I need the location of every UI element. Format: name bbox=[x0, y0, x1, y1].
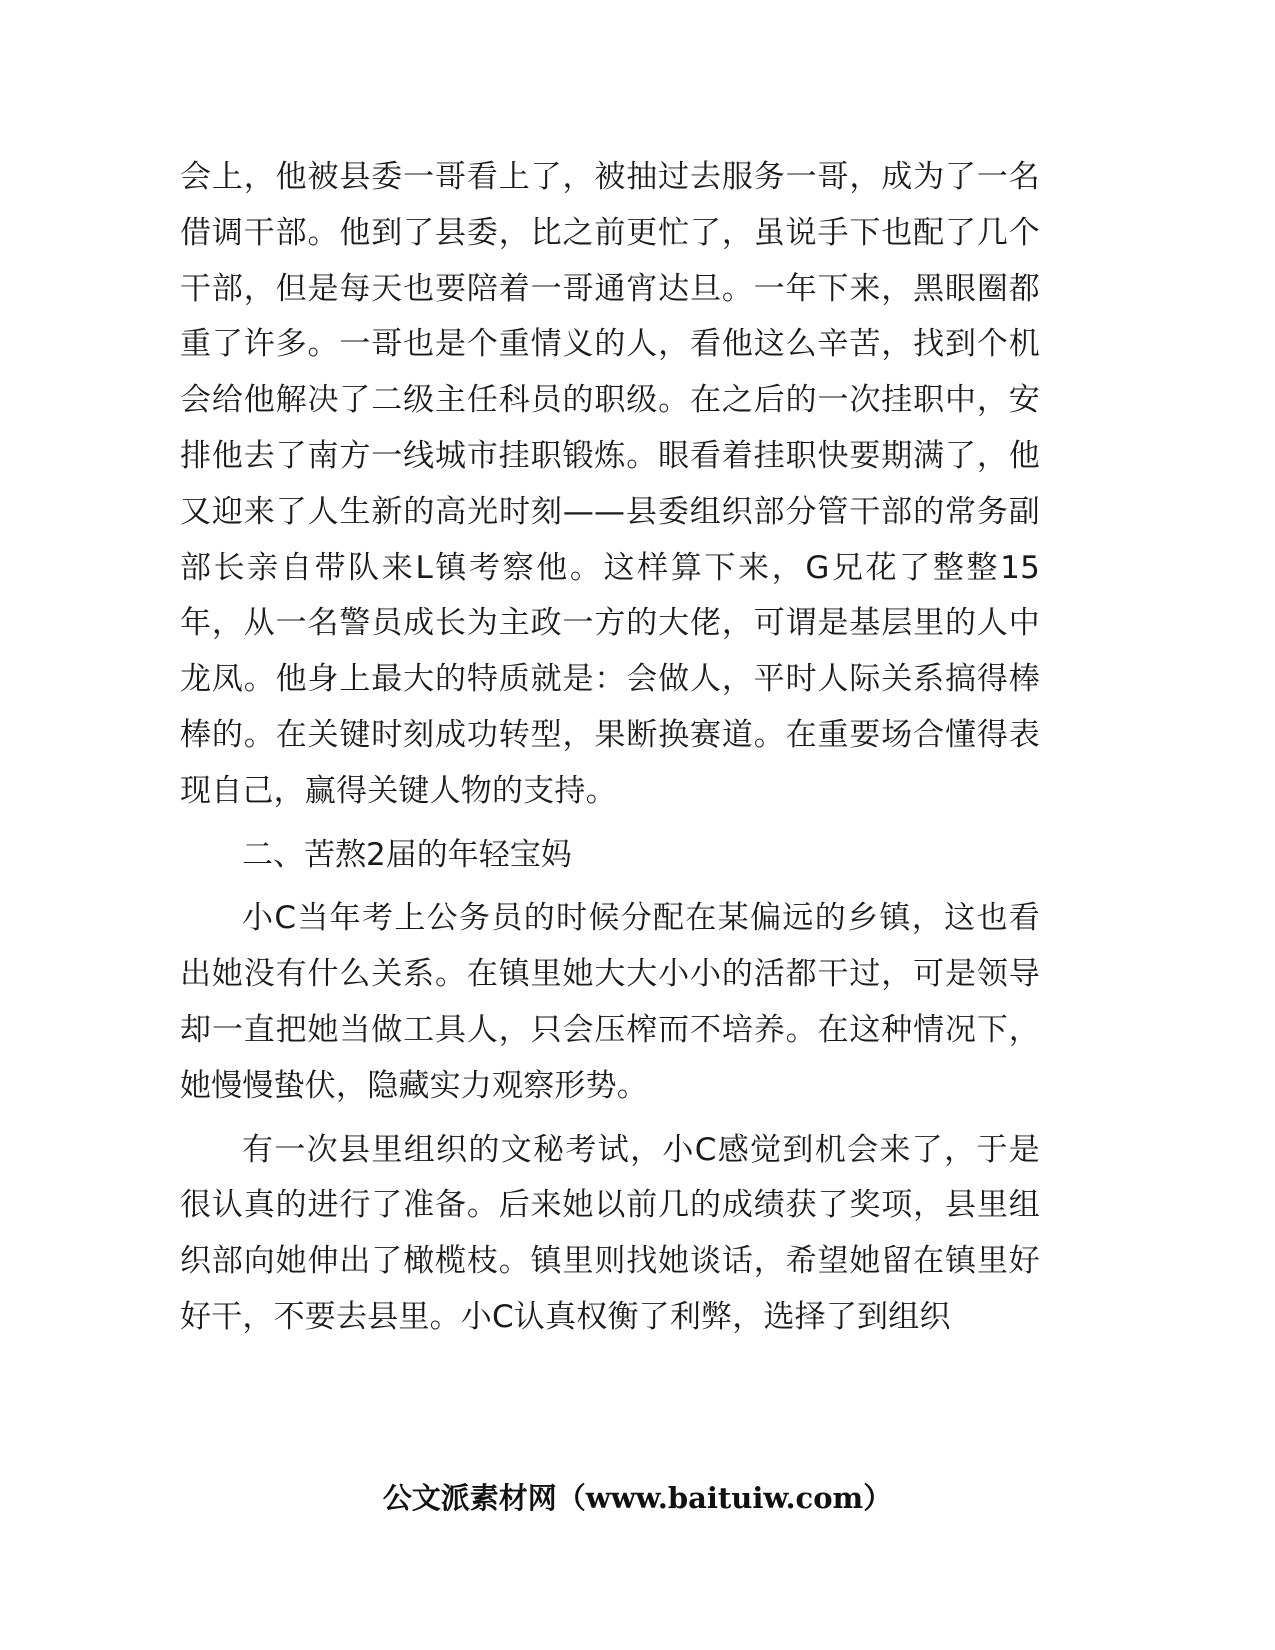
document-page bbox=[180, 150, 1040, 1354]
body-paragraph-3: 有一次县里组织的文秘考试，小C感觉到机会来了，于是很认真的进行了准备。后来她以前几的成绩获了奖项，县里组织部向她伸出了橄榄枝。镇里则找她谈话，希望她留在镇里好好干，不要去县里。小C认真权衡了利弊，选择了到组织 bbox=[180, 1131, 1040, 1335]
body-paragraph-1: 会上，他被县委一哥看上了，被抽过去服务一哥，成为了一名借调干部。他到了县委，比之前更忙了，虽说手下也配了几个干部，但是每天也要陪着一哥通宵达旦。一年下来，黑眼圈都重了许多。一哥也是个重情义的人，看他这么辛苦，找到个机会给他解决了二级主任科员的职级。在之后的一次挂职中，安排他去了南方一线城市挂职锻炼。眼看着挂职快要期满了，他又迎来了人生新的高光时刻——县委组织部分管干部的常务副部长亲自带队来L镇考察他。这样算下来，G兄花了整整15年，从一名警员成长为主政一方的大佬，可谓是基层里的人中龙凤。他身上最大的特质就是：会做人，平时人际关系搞得棒棒的。在关键时刻成功转型，果断换赛道。在重要场合懂得表现自己，赢得关键人物的支持。 bbox=[180, 159, 1040, 809]
footer-watermark: 公文派素材网（www.baituiw.com） bbox=[382, 1481, 893, 1515]
body-paragraph-2: 小C当年考上公务员的时候分配在某偏远的乡镇，这也看出她没有什么关系。在镇里她大大小小的活都干过，可是领导却一直把她当做工具人，只会压榨而不培养。在这种情况下，她慢慢蛰伏，隐藏实力观察形势。 bbox=[180, 900, 1040, 1104]
section-heading: 二、苦熬2届的年轻宝妈 bbox=[242, 836, 572, 873]
